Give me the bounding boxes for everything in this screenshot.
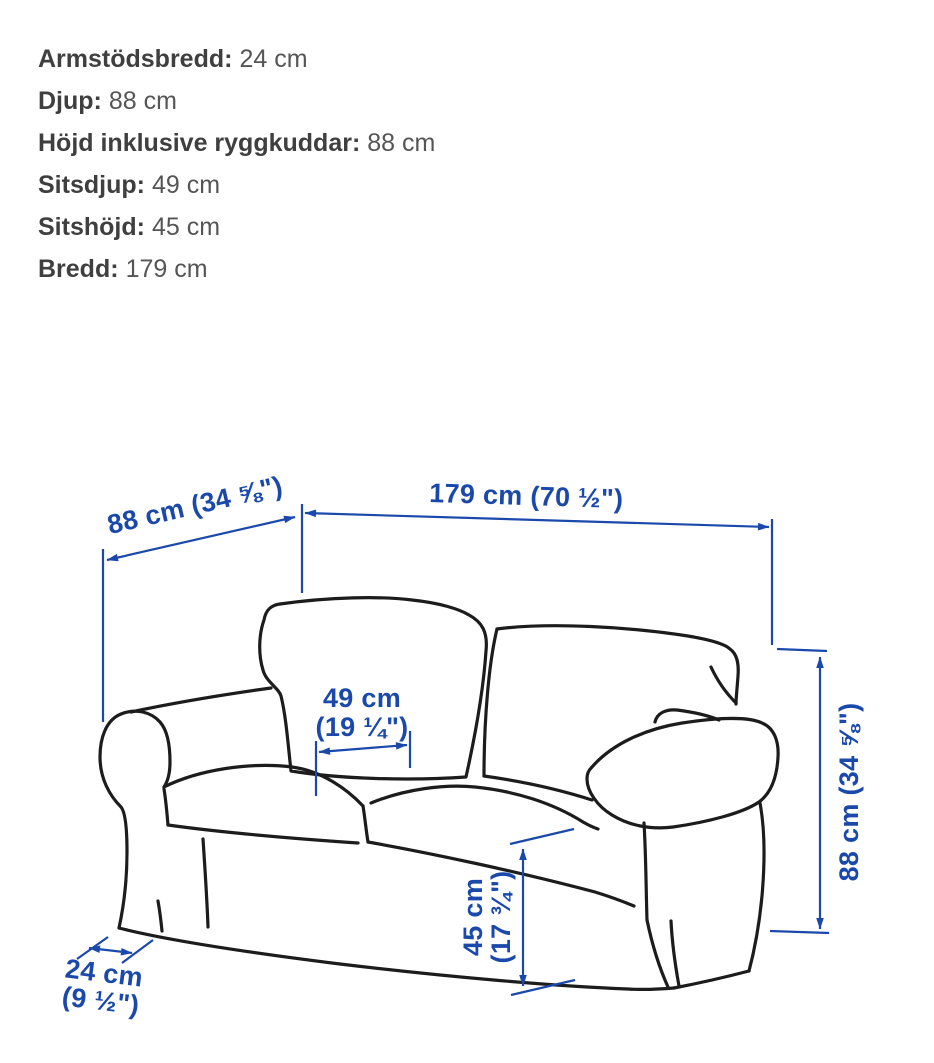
seat-height-dimension-label: 45 cm <box>458 877 488 957</box>
depth-dimension-label: 88 cm (34 ⅝") <box>104 470 286 540</box>
right-armrest <box>587 718 778 827</box>
spec-label: Armstödsbredd: <box>38 45 233 73</box>
seat-height-dimension-label-imperial: (17 ¾") <box>486 870 516 964</box>
armrest-arrow <box>89 948 132 953</box>
spec-value: 49 cm <box>151 171 221 199</box>
left-armrest <box>100 714 127 928</box>
dimension-depth <box>103 471 295 722</box>
dimension-armrest-width <box>60 937 153 1021</box>
spec-value: 179 cm <box>125 255 208 283</box>
left-seat-cushion <box>164 765 363 806</box>
spec-value: 88 cm <box>367 129 436 157</box>
sofa-skirt <box>119 928 674 989</box>
spec-value: 45 cm <box>151 213 221 241</box>
dimension-height <box>770 649 864 933</box>
dimension-width <box>302 478 772 645</box>
spec-label: Sitsdjup: <box>38 171 145 199</box>
height-dimension-label: 88 cm (34 ⅝") <box>834 702 864 882</box>
armrest-width-dimension-label-imperial: (9 ½") <box>60 981 142 1021</box>
height-extension-line-top <box>777 649 827 651</box>
spec-value: 88 cm <box>108 87 177 115</box>
right-back-cushion <box>497 626 738 704</box>
spec-label: Sitshöjd: <box>38 213 145 241</box>
height-extension-line-bottom <box>770 931 829 933</box>
seat-depth-arrow <box>319 745 407 752</box>
spec-label: Bredd: <box>38 255 119 283</box>
width-arrow <box>305 513 769 527</box>
armrest-width-dimension-label: 24 cm <box>63 953 145 993</box>
seat-depth-dimension-label-imperial: (19 ¼") <box>315 712 409 742</box>
width-dimension-label: 179 cm (70 ½") <box>428 477 624 515</box>
dimension-seat-height <box>458 829 575 995</box>
spec-value: 24 cm <box>239 45 308 73</box>
seat-height-extension-line-top <box>510 829 574 844</box>
seat-depth-dimension-label: 49 cm <box>322 683 402 713</box>
sofa-line-drawing <box>100 598 778 990</box>
spec-label: Höjd inklusive ryggkuddar: <box>38 129 361 157</box>
spec-label: Djup: <box>38 87 102 115</box>
